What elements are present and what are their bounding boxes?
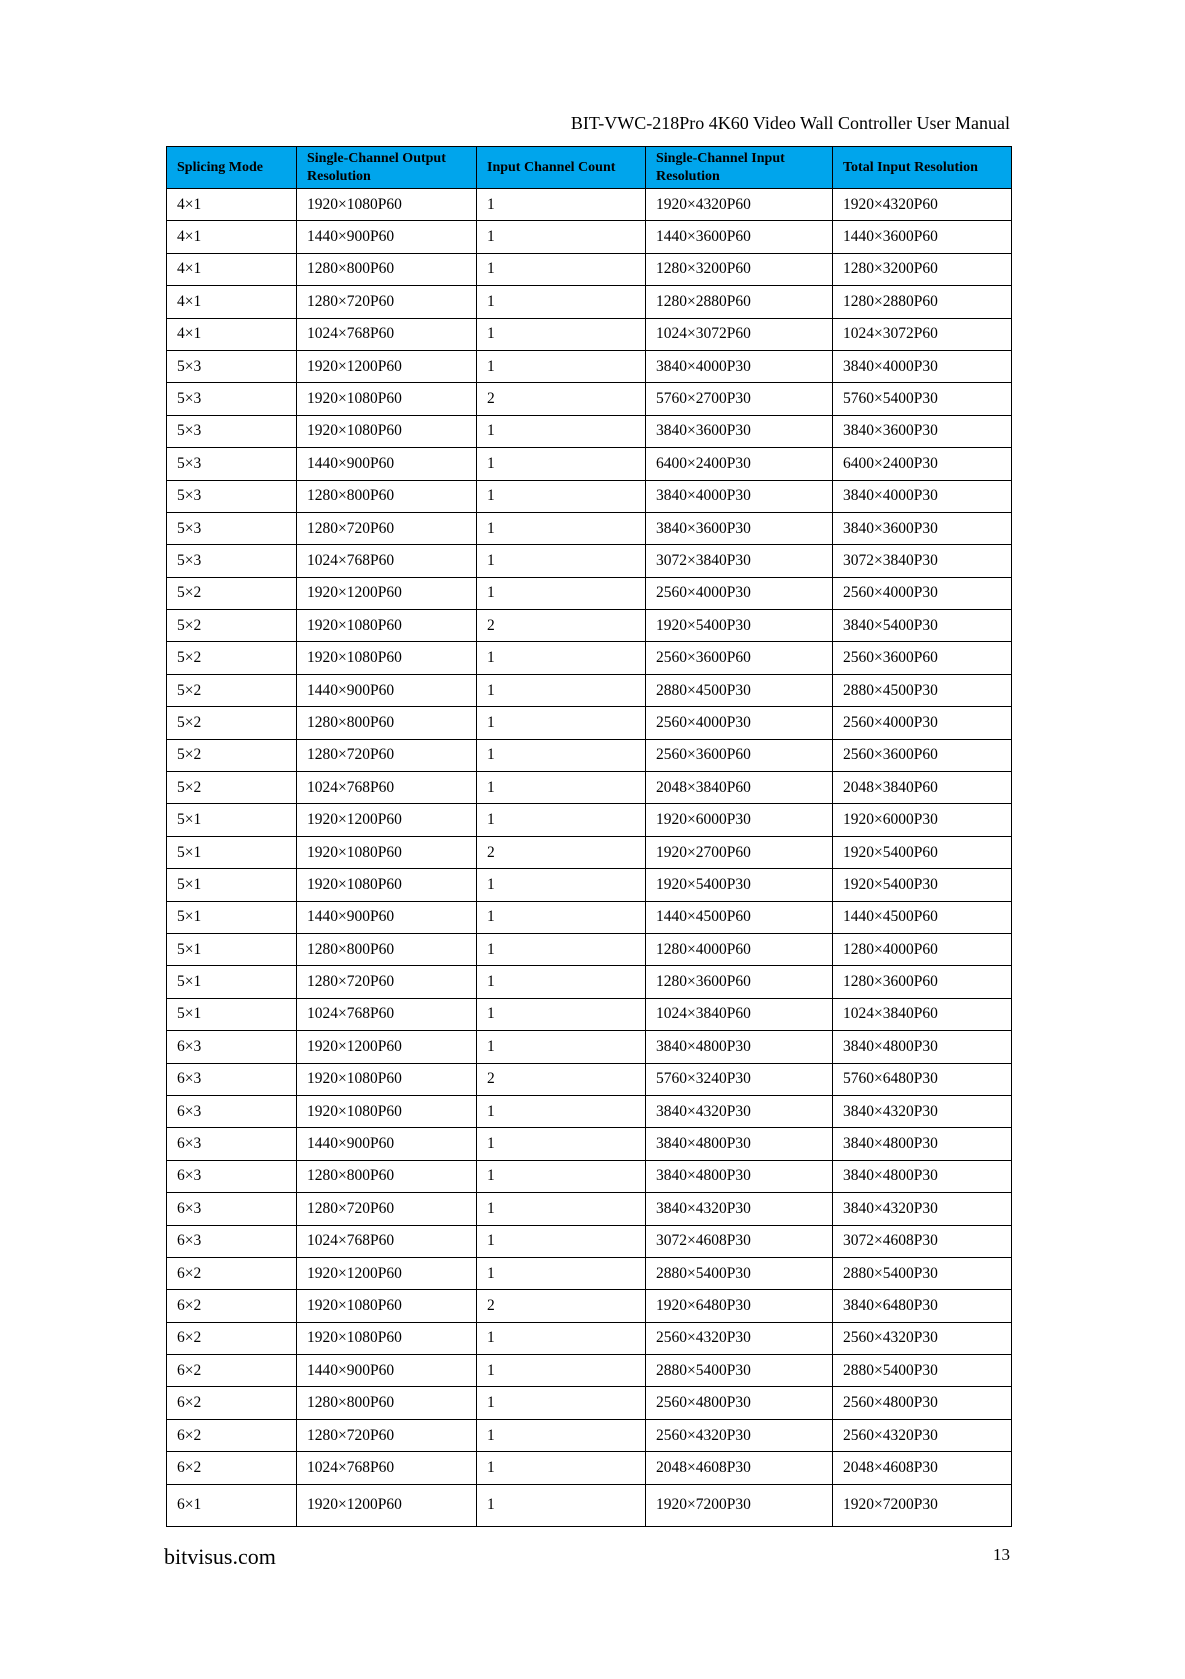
cell-output-resolution: 1024×768P60 — [297, 1452, 477, 1484]
table-row — [167, 869, 1012, 901]
cell-input-channel-count: 1 — [477, 1452, 646, 1484]
cell-output-resolution: 1024×768P60 — [297, 318, 477, 350]
cell-output-resolution: 1280×720P60 — [297, 966, 477, 998]
cell-splicing-mode: 5×1 — [167, 901, 297, 933]
cell-input-channel-count: 1 — [477, 1322, 646, 1354]
cell-input-channel-count: 1 — [477, 1095, 646, 1127]
table-row — [167, 1484, 1012, 1526]
cell-output-resolution: 1920×1080P60 — [297, 1063, 477, 1095]
cell-input-resolution: 3840×3600P30 — [646, 512, 833, 544]
cell-total-input-resolution: 3840×4800P30 — [833, 1128, 1012, 1160]
cell-splicing-mode: 6×2 — [167, 1355, 297, 1387]
cell-total-input-resolution: 5760×6480P30 — [833, 1063, 1012, 1095]
table-row — [167, 642, 1012, 674]
cell-output-resolution: 1440×900P60 — [297, 674, 477, 706]
cell-splicing-mode: 5×2 — [167, 642, 297, 674]
cell-output-resolution: 1280×800P60 — [297, 480, 477, 512]
cell-input-channel-count: 1 — [477, 253, 646, 285]
cell-output-resolution: 1920×1080P60 — [297, 610, 477, 642]
cell-total-input-resolution: 3840×6480P30 — [833, 1290, 1012, 1322]
cell-input-resolution: 3840×4800P30 — [646, 1128, 833, 1160]
cell-input-resolution: 6400×2400P30 — [646, 448, 833, 480]
table-row — [167, 448, 1012, 480]
table-header-row — [167, 147, 1012, 189]
cell-input-channel-count: 1 — [477, 415, 646, 447]
cell-splicing-mode: 5×3 — [167, 383, 297, 415]
cell-input-resolution: 1024×3840P60 — [646, 998, 833, 1030]
cell-input-resolution: 1280×2880P60 — [646, 286, 833, 318]
cell-splicing-mode: 5×2 — [167, 739, 297, 771]
table-row — [167, 545, 1012, 577]
cell-total-input-resolution: 1280×4000P60 — [833, 933, 1012, 965]
column-header-input-resolution: Single-Channel Input Resolution — [646, 147, 833, 189]
cell-output-resolution: 1024×768P60 — [297, 772, 477, 804]
cell-output-resolution: 1920×1080P60 — [297, 415, 477, 447]
cell-total-input-resolution: 2560×4320P30 — [833, 1322, 1012, 1354]
cell-input-channel-count: 1 — [477, 350, 646, 382]
cell-output-resolution: 1920×1080P60 — [297, 383, 477, 415]
cell-input-resolution: 3840×4320P30 — [646, 1095, 833, 1127]
table-row — [167, 610, 1012, 642]
cell-splicing-mode: 6×2 — [167, 1322, 297, 1354]
cell-input-resolution: 3840×4000P30 — [646, 480, 833, 512]
cell-input-channel-count: 1 — [477, 1355, 646, 1387]
cell-output-resolution: 1280×800P60 — [297, 933, 477, 965]
table-row — [167, 1095, 1012, 1127]
cell-output-resolution: 1920×1080P60 — [297, 1322, 477, 1354]
table-row — [167, 707, 1012, 739]
cell-input-channel-count: 1 — [477, 1193, 646, 1225]
cell-input-resolution: 2560×4000P30 — [646, 707, 833, 739]
cell-input-resolution: 2048×3840P60 — [646, 772, 833, 804]
table-row — [167, 1419, 1012, 1451]
cell-input-channel-count: 1 — [477, 545, 646, 577]
cell-output-resolution: 1024×768P60 — [297, 545, 477, 577]
cell-total-input-resolution: 1024×3072P60 — [833, 318, 1012, 350]
cell-input-channel-count: 1 — [477, 1419, 646, 1451]
cell-input-resolution: 3840×4320P30 — [646, 1193, 833, 1225]
cell-total-input-resolution: 2880×5400P30 — [833, 1257, 1012, 1289]
table-body — [167, 189, 1012, 1527]
cell-total-input-resolution: 3840×4000P30 — [833, 480, 1012, 512]
cell-input-resolution: 1280×3600P60 — [646, 966, 833, 998]
cell-input-channel-count: 1 — [477, 286, 646, 318]
cell-splicing-mode: 5×1 — [167, 836, 297, 868]
table-row — [167, 1452, 1012, 1484]
cell-input-resolution: 2560×4320P30 — [646, 1419, 833, 1451]
cell-splicing-mode: 4×1 — [167, 286, 297, 318]
cell-total-input-resolution: 1920×7200P30 — [833, 1484, 1012, 1526]
cell-output-resolution: 1280×800P60 — [297, 1160, 477, 1192]
cell-input-resolution: 1920×2700P60 — [646, 836, 833, 868]
cell-output-resolution: 1920×1200P60 — [297, 350, 477, 382]
cell-output-resolution: 1920×1080P60 — [297, 869, 477, 901]
cell-output-resolution: 1280×720P60 — [297, 1419, 477, 1451]
cell-input-channel-count: 1 — [477, 707, 646, 739]
cell-total-input-resolution: 3840×3600P30 — [833, 415, 1012, 447]
cell-total-input-resolution: 3840×4800P30 — [833, 1031, 1012, 1063]
table-row — [167, 253, 1012, 285]
cell-output-resolution: 1920×1200P60 — [297, 804, 477, 836]
table-row — [167, 383, 1012, 415]
cell-input-channel-count: 1 — [477, 674, 646, 706]
cell-input-resolution: 2048×4608P30 — [646, 1452, 833, 1484]
cell-total-input-resolution: 2880×5400P30 — [833, 1355, 1012, 1387]
cell-total-input-resolution: 6400×2400P30 — [833, 448, 1012, 480]
cell-output-resolution: 1920×1080P60 — [297, 836, 477, 868]
cell-input-channel-count: 2 — [477, 836, 646, 868]
cell-input-resolution: 3840×3600P30 — [646, 415, 833, 447]
cell-splicing-mode: 5×2 — [167, 674, 297, 706]
table-row — [167, 189, 1012, 221]
cell-output-resolution: 1920×1080P60 — [297, 642, 477, 674]
cell-output-resolution: 1024×768P60 — [297, 1225, 477, 1257]
cell-splicing-mode: 6×2 — [167, 1452, 297, 1484]
cell-output-resolution: 1440×900P60 — [297, 221, 477, 253]
cell-output-resolution: 1280×800P60 — [297, 253, 477, 285]
cell-input-resolution: 1024×3072P60 — [646, 318, 833, 350]
table-row — [167, 1322, 1012, 1354]
cell-splicing-mode: 5×2 — [167, 707, 297, 739]
cell-input-resolution: 2560×4320P30 — [646, 1322, 833, 1354]
cell-total-input-resolution: 2560×3600P60 — [833, 739, 1012, 771]
cell-input-resolution: 1920×5400P30 — [646, 869, 833, 901]
cell-splicing-mode: 5×1 — [167, 998, 297, 1030]
cell-total-input-resolution: 1280×3600P60 — [833, 966, 1012, 998]
cell-splicing-mode: 4×1 — [167, 253, 297, 285]
cell-input-channel-count: 1 — [477, 1128, 646, 1160]
table-row — [167, 836, 1012, 868]
table-row — [167, 998, 1012, 1030]
splicing-mode-table — [166, 146, 1012, 1527]
cell-input-resolution: 1920×4320P60 — [646, 189, 833, 221]
cell-input-channel-count: 1 — [477, 1257, 646, 1289]
cell-output-resolution: 1920×1080P60 — [297, 1290, 477, 1322]
cell-total-input-resolution: 2560×4800P30 — [833, 1387, 1012, 1419]
cell-input-channel-count: 1 — [477, 869, 646, 901]
cell-output-resolution: 1920×1200P60 — [297, 1031, 477, 1063]
cell-total-input-resolution: 3840×5400P30 — [833, 610, 1012, 642]
cell-total-input-resolution: 3840×4320P30 — [833, 1095, 1012, 1127]
column-header-splicing-mode: Splicing Mode — [167, 147, 297, 189]
cell-input-resolution: 3840×4000P30 — [646, 350, 833, 382]
cell-splicing-mode: 5×3 — [167, 448, 297, 480]
table-row — [167, 1257, 1012, 1289]
cell-output-resolution: 1440×900P60 — [297, 1355, 477, 1387]
cell-total-input-resolution: 1440×4500P60 — [833, 901, 1012, 933]
cell-input-resolution: 2880×5400P30 — [646, 1257, 833, 1289]
cell-total-input-resolution: 1920×5400P30 — [833, 869, 1012, 901]
table-row — [167, 350, 1012, 382]
cell-total-input-resolution: 2048×3840P60 — [833, 772, 1012, 804]
cell-output-resolution: 1920×1200P60 — [297, 577, 477, 609]
cell-input-resolution: 2560×4800P30 — [646, 1387, 833, 1419]
footer-website: bitvisus.com — [164, 1544, 276, 1569]
cell-total-input-resolution: 3072×4608P30 — [833, 1225, 1012, 1257]
cell-splicing-mode: 6×3 — [167, 1063, 297, 1095]
cell-input-channel-count: 1 — [477, 998, 646, 1030]
table-row — [167, 480, 1012, 512]
cell-splicing-mode: 4×1 — [167, 189, 297, 221]
cell-splicing-mode: 6×2 — [167, 1387, 297, 1419]
cell-total-input-resolution: 2560×4000P30 — [833, 577, 1012, 609]
cell-total-input-resolution: 2880×4500P30 — [833, 674, 1012, 706]
cell-total-input-resolution: 1280×3200P60 — [833, 253, 1012, 285]
cell-input-channel-count: 1 — [477, 1387, 646, 1419]
table-row — [167, 1128, 1012, 1160]
cell-splicing-mode: 5×3 — [167, 480, 297, 512]
table-row — [167, 901, 1012, 933]
column-header-total-input-resolution: Total Input Resolution — [833, 147, 1012, 189]
cell-input-resolution: 2560×3600P60 — [646, 739, 833, 771]
cell-input-resolution: 5760×2700P30 — [646, 383, 833, 415]
cell-output-resolution: 1280×720P60 — [297, 739, 477, 771]
cell-output-resolution: 1024×768P60 — [297, 998, 477, 1030]
cell-input-resolution: 2880×4500P30 — [646, 674, 833, 706]
cell-input-resolution: 2560×4000P30 — [646, 577, 833, 609]
table-row — [167, 1355, 1012, 1387]
cell-input-channel-count: 1 — [477, 512, 646, 544]
table-row — [167, 1031, 1012, 1063]
cell-total-input-resolution: 2048×4608P30 — [833, 1452, 1012, 1484]
cell-input-channel-count: 1 — [477, 933, 646, 965]
cell-input-resolution: 3840×4800P30 — [646, 1160, 833, 1192]
cell-output-resolution: 1440×900P60 — [297, 901, 477, 933]
cell-input-resolution: 1440×3600P60 — [646, 221, 833, 253]
cell-input-resolution: 3840×4800P30 — [646, 1031, 833, 1063]
cell-input-resolution: 1920×7200P30 — [646, 1484, 833, 1526]
cell-splicing-mode: 6×3 — [167, 1225, 297, 1257]
cell-splicing-mode: 6×3 — [167, 1095, 297, 1127]
cell-splicing-mode: 6×2 — [167, 1290, 297, 1322]
cell-input-channel-count: 1 — [477, 577, 646, 609]
cell-splicing-mode: 5×3 — [167, 415, 297, 447]
cell-input-channel-count: 1 — [477, 642, 646, 674]
cell-input-channel-count: 1 — [477, 1484, 646, 1526]
cell-total-input-resolution: 3840×3600P30 — [833, 512, 1012, 544]
cell-splicing-mode: 5×1 — [167, 966, 297, 998]
table-row — [167, 674, 1012, 706]
cell-input-resolution: 1280×3200P60 — [646, 253, 833, 285]
cell-input-channel-count: 1 — [477, 804, 646, 836]
cell-input-resolution: 1920×6480P30 — [646, 1290, 833, 1322]
cell-input-channel-count: 1 — [477, 318, 646, 350]
table-row — [167, 1290, 1012, 1322]
cell-input-channel-count: 1 — [477, 480, 646, 512]
cell-input-channel-count: 2 — [477, 383, 646, 415]
cell-splicing-mode: 6×2 — [167, 1419, 297, 1451]
cell-input-channel-count: 2 — [477, 1063, 646, 1095]
cell-output-resolution: 1280×800P60 — [297, 707, 477, 739]
table-row — [167, 577, 1012, 609]
cell-input-channel-count: 1 — [477, 1225, 646, 1257]
cell-output-resolution: 1920×1080P60 — [297, 189, 477, 221]
cell-total-input-resolution: 5760×5400P30 — [833, 383, 1012, 415]
cell-splicing-mode: 6×3 — [167, 1031, 297, 1063]
table-row — [167, 739, 1012, 771]
table-row — [167, 286, 1012, 318]
cell-input-channel-count: 1 — [477, 448, 646, 480]
document-header-title: BIT-VWC-218Pro 4K60 Video Wall Controller User Manual — [570, 113, 1010, 133]
cell-splicing-mode: 6×1 — [167, 1484, 297, 1526]
cell-input-channel-count: 1 — [477, 189, 646, 221]
column-header-input-channel-count: Input Channel Count — [477, 147, 646, 189]
table-row — [167, 221, 1012, 253]
cell-output-resolution: 1280×800P60 — [297, 1387, 477, 1419]
cell-input-channel-count: 2 — [477, 610, 646, 642]
cell-output-resolution: 1920×1200P60 — [297, 1484, 477, 1526]
cell-input-channel-count: 1 — [477, 221, 646, 253]
table-row — [167, 512, 1012, 544]
cell-total-input-resolution: 3840×4000P30 — [833, 350, 1012, 382]
cell-input-resolution: 1440×4500P60 — [646, 901, 833, 933]
cell-input-resolution: 1280×4000P60 — [646, 933, 833, 965]
cell-input-resolution: 3072×4608P30 — [646, 1225, 833, 1257]
cell-output-resolution: 1920×1200P60 — [297, 1257, 477, 1289]
cell-splicing-mode: 6×3 — [167, 1193, 297, 1225]
cell-total-input-resolution: 1440×3600P60 — [833, 221, 1012, 253]
cell-splicing-mode: 6×3 — [167, 1160, 297, 1192]
cell-splicing-mode: 4×1 — [167, 221, 297, 253]
cell-total-input-resolution: 1920×5400P60 — [833, 836, 1012, 868]
table-row — [167, 415, 1012, 447]
cell-splicing-mode: 5×2 — [167, 577, 297, 609]
cell-splicing-mode: 6×3 — [167, 1128, 297, 1160]
cell-splicing-mode: 5×3 — [167, 512, 297, 544]
cell-total-input-resolution: 3840×4320P30 — [833, 1193, 1012, 1225]
table-row — [167, 1225, 1012, 1257]
cell-output-resolution: 1920×1080P60 — [297, 1095, 477, 1127]
cell-output-resolution: 1440×900P60 — [297, 448, 477, 480]
cell-splicing-mode: 5×3 — [167, 545, 297, 577]
cell-splicing-mode: 5×1 — [167, 933, 297, 965]
cell-input-resolution: 1920×6000P30 — [646, 804, 833, 836]
cell-input-resolution: 1920×5400P30 — [646, 610, 833, 642]
cell-input-channel-count: 1 — [477, 1031, 646, 1063]
table-row — [167, 1160, 1012, 1192]
cell-splicing-mode: 5×2 — [167, 772, 297, 804]
cell-input-resolution: 2560×3600P60 — [646, 642, 833, 674]
cell-input-channel-count: 2 — [477, 1290, 646, 1322]
table-row — [167, 933, 1012, 965]
cell-splicing-mode: 5×1 — [167, 804, 297, 836]
cell-output-resolution: 1280×720P60 — [297, 1193, 477, 1225]
cell-splicing-mode: 5×3 — [167, 350, 297, 382]
column-header-output-resolution: Single-Channel Output Resolution — [297, 147, 477, 189]
table-row — [167, 318, 1012, 350]
table-row — [167, 1387, 1012, 1419]
cell-total-input-resolution: 1024×3840P60 — [833, 998, 1012, 1030]
cell-output-resolution: 1280×720P60 — [297, 286, 477, 318]
cell-splicing-mode: 5×1 — [167, 869, 297, 901]
page-number: 13 — [993, 1545, 1010, 1564]
cell-splicing-mode: 5×2 — [167, 610, 297, 642]
cell-input-channel-count: 1 — [477, 1160, 646, 1192]
cell-input-resolution: 2880×5400P30 — [646, 1355, 833, 1387]
cell-total-input-resolution: 2560×4000P30 — [833, 707, 1012, 739]
cell-input-channel-count: 1 — [477, 772, 646, 804]
table-row — [167, 804, 1012, 836]
cell-total-input-resolution: 3072×3840P30 — [833, 545, 1012, 577]
cell-total-input-resolution: 1920×6000P30 — [833, 804, 1012, 836]
cell-input-channel-count: 1 — [477, 739, 646, 771]
cell-total-input-resolution: 1280×2880P60 — [833, 286, 1012, 318]
cell-total-input-resolution: 1920×4320P60 — [833, 189, 1012, 221]
cell-total-input-resolution: 2560×3600P60 — [833, 642, 1012, 674]
table-row — [167, 772, 1012, 804]
cell-splicing-mode: 6×2 — [167, 1257, 297, 1289]
table-row — [167, 1063, 1012, 1095]
cell-input-channel-count: 1 — [477, 966, 646, 998]
cell-output-resolution: 1280×720P60 — [297, 512, 477, 544]
cell-input-resolution: 3072×3840P30 — [646, 545, 833, 577]
cell-input-resolution: 5760×3240P30 — [646, 1063, 833, 1095]
table-row — [167, 966, 1012, 998]
table-row — [167, 1193, 1012, 1225]
cell-total-input-resolution: 2560×4320P30 — [833, 1419, 1012, 1451]
cell-splicing-mode: 4×1 — [167, 318, 297, 350]
cell-total-input-resolution: 3840×4800P30 — [833, 1160, 1012, 1192]
cell-input-channel-count: 1 — [477, 901, 646, 933]
cell-output-resolution: 1440×900P60 — [297, 1128, 477, 1160]
